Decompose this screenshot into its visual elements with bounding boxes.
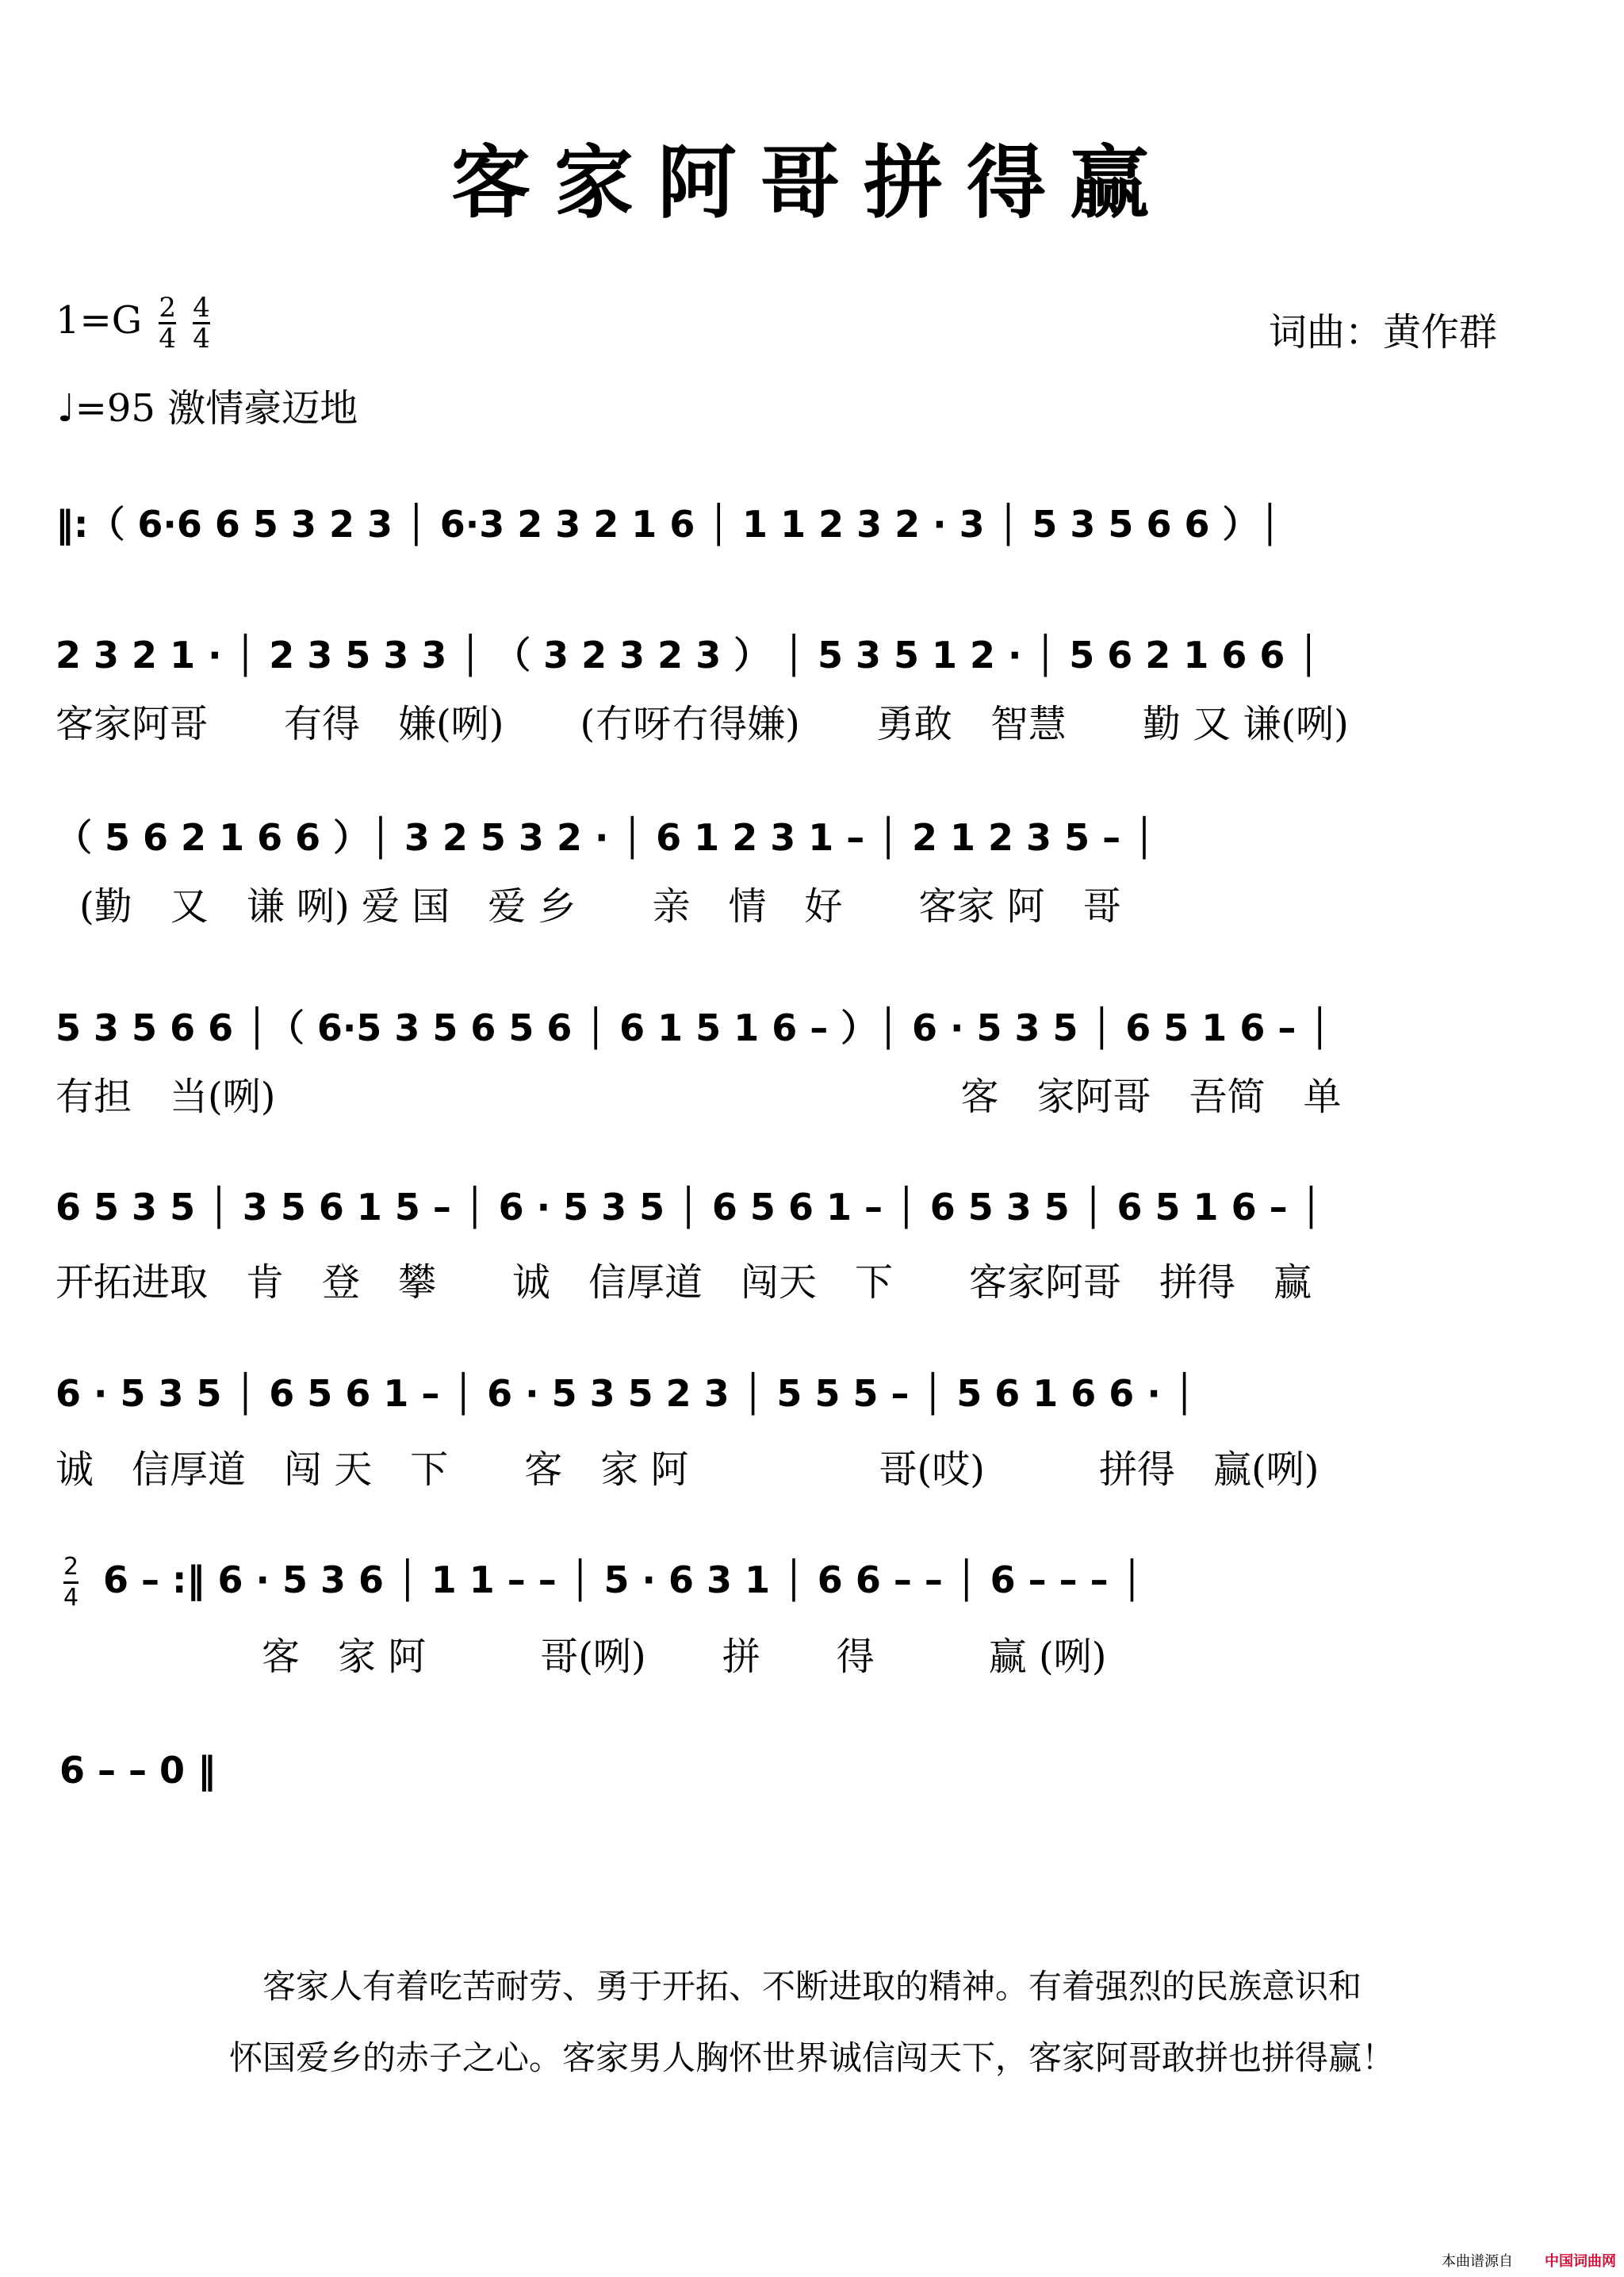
song-description bbox=[0, 1951, 1624, 2094]
score-row-7-lyrics: 客 家 阿 哥(咧) 拼 得 赢 (咧) bbox=[262, 1635, 1107, 1679]
tempo-marking: ♩=95 激情豪迈地 bbox=[57, 386, 358, 431]
time-signature-4-4: $\frac{4}{4}$ bbox=[193, 292, 210, 355]
row-7-time-signature: $\frac{2}{4}$ bbox=[63, 1553, 79, 1612]
key-signature bbox=[56, 293, 210, 353]
time-signature-2-4: $\frac{2}{4}$ bbox=[159, 292, 177, 355]
score-row-4-lyrics: 有担 当(咧) 客 家阿哥 吾简 单 bbox=[56, 1075, 1342, 1119]
credits: 词曲：黄作群 bbox=[1269, 310, 1498, 355]
song-title: 客家阿哥拼得赢 bbox=[451, 136, 1173, 229]
score-row-5-lyrics: 开拓进取 肯 登 攀 诚 信厚道 闯天 下 客家阿哥 拼得 赢 bbox=[56, 1260, 1312, 1305]
score-row-8-notes: 6 – – 0 ‖ bbox=[59, 1749, 216, 1792]
description-line-1: 客家人有着吃苦耐劳、勇于开拓、不断进取的精神。有着强烈的民族意识和 bbox=[262, 1967, 1362, 2006]
score-row-7-notes: 6 – :‖ 6 · 5 3 6 │ 1 1 – – │ 5 · 6 3 1 │ 6 6 – – │ 6 – – – │ bbox=[103, 1558, 1143, 1601]
footer-site-name: 中国词曲网 bbox=[1545, 2253, 1616, 2270]
description-line-2: 怀国爱乡的赤子之心。客家男人胸怀世界诚信闯天下，客家阿哥敢拼也拼得赢！ bbox=[228, 2038, 1395, 2077]
score-row-5-notes: 6 5 3 5 │ 3 5 6 1 5 – │ 6 · 5 3 5 │ 6 5 6 1 – │ 6 5 3 5 │ 6 5 1 6 – │ bbox=[56, 1186, 1323, 1229]
score-row-3-notes: （ 5 6 2 1 6 6 ）│ 3 2 5 3 2 · │ 6 1 2 3 1 – │ 2 1 2 3 5 – │ bbox=[56, 816, 1155, 859]
score-row-1-notes: ‖:（ 6·6 6 5 3 2 3 │ 6·3 2 3 2 1 6 │ 1 1 2 3 2 · 3 │ 5 3 5 6 6 ）│ bbox=[56, 503, 1281, 546]
score-row-2-notes: 2 3 2 1 · │ 2 3 5 3 3 │ （ 3 2 3 2 3 ） │ 5 3 5 1 2 · │ 5 6 2 1 6 6 │ bbox=[56, 634, 1320, 677]
score-row-6-lyrics: 诚 信厚道 闯 天 下 客 家 阿 哥(哎) 拼得 赢(咧) bbox=[56, 1447, 1320, 1492]
key-label: 1=G bbox=[56, 298, 143, 343]
score-row-3-lyrics: (勤 又 谦 咧) 爱 国 爱 乡 亲 情 好 客家 阿 哥 bbox=[79, 884, 1121, 929]
score-row-6-notes: 6 · 5 3 5 │ 6 5 6 1 – │ 6 · 5 3 5 2 3 │ 5 5 5 – │ 5 6 1 6 6 · │ bbox=[56, 1372, 1196, 1415]
footer-source-label: 本曲谱源自 bbox=[1442, 2253, 1513, 2270]
score-row-2-lyrics: 客家阿哥 有得 嫌(咧) (冇呀冇得嫌) 勇敢 智慧 勤 又 谦(咧) bbox=[56, 702, 1349, 746]
score-row-4-notes: 5 3 5 6 6 │（ 6·5 3 5 6 5 6 │ 6 1 5 1 6 – ）│ 6 · 5 3 5 │ 6 5 1 6 – │ bbox=[56, 1006, 1331, 1049]
